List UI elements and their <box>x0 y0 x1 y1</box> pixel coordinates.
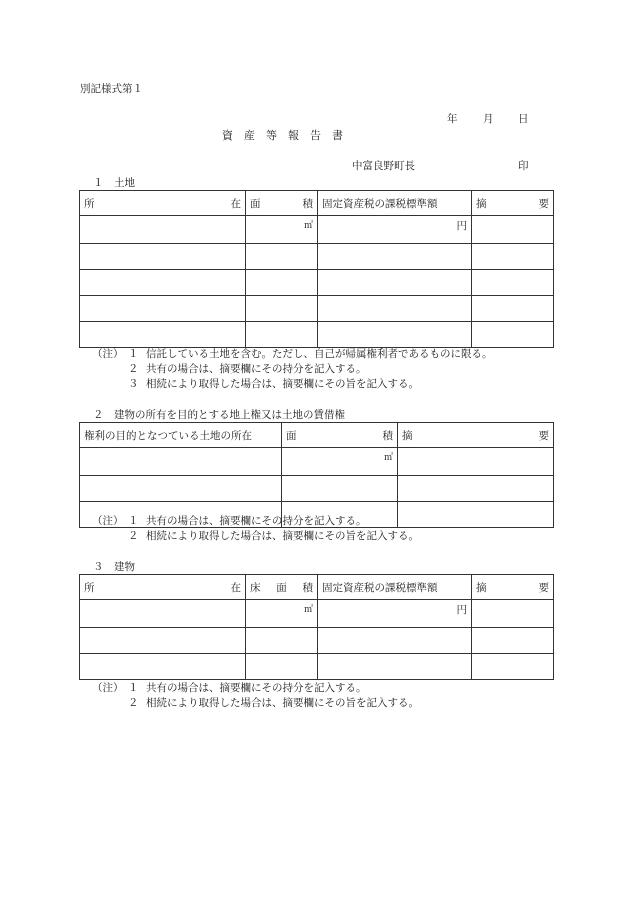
table-row <box>80 216 554 244</box>
header-floor-area: 床 面 積 <box>246 575 318 600</box>
cell-location[interactable] <box>80 628 246 654</box>
section-1-heading: １ 土地 <box>93 177 135 189</box>
cell-area[interactable] <box>282 448 398 476</box>
land-table <box>79 190 554 348</box>
header-land-location: 権利の目的となつている土地の所在 <box>80 423 282 448</box>
header-remarks: 摘 要 <box>472 191 554 216</box>
table-row <box>80 270 554 296</box>
cell-tax-base[interactable] <box>318 216 472 244</box>
cell-area[interactable] <box>246 216 318 244</box>
cell-remarks[interactable] <box>472 216 554 244</box>
cell-remarks[interactable] <box>472 600 554 628</box>
cell-tax-base[interactable] <box>318 654 472 680</box>
page-title: 資 産 等 報 告 書 <box>222 129 343 142</box>
header-location: 所 在 <box>80 575 246 600</box>
section-3-note-2: ２ 相続により取得した場合は、摘要欄にその旨を記入する。 <box>128 697 419 709</box>
cell-tax-base[interactable] <box>318 322 472 348</box>
header-tax-base: 固定資産税の課税標準額 <box>318 575 472 600</box>
cell-remarks[interactable] <box>472 296 554 322</box>
table-header-row <box>80 191 554 216</box>
date-year-label: 年 <box>447 113 458 125</box>
seal-mark: 印 <box>518 160 529 172</box>
cell-remarks[interactable] <box>472 654 554 680</box>
section-2-note-2: ２ 相続により取得した場合は、摘要欄にその旨を記入する。 <box>128 530 419 542</box>
cell-location[interactable] <box>80 216 246 244</box>
cell-location[interactable] <box>80 244 246 270</box>
cell-location[interactable] <box>80 600 246 628</box>
table-header-row <box>80 423 554 448</box>
date-day-label: 日 <box>518 113 529 125</box>
section-1-note-2: ２ 共有の場合は、摘要欄にその持分を記入する。 <box>128 363 367 375</box>
building-table <box>79 574 554 680</box>
header-location: 所 在 <box>80 191 246 216</box>
cell-remarks[interactable] <box>398 448 554 476</box>
cell-tax-base[interactable] <box>318 628 472 654</box>
cell-floor-area[interactable] <box>246 600 318 628</box>
cell-land-location[interactable] <box>80 476 282 502</box>
cell-area[interactable] <box>246 322 318 348</box>
leasehold-table <box>79 422 554 528</box>
cell-area[interactable] <box>246 296 318 322</box>
unit-sqm: ㎡ <box>303 221 313 231</box>
cell-land-location[interactable] <box>80 448 282 476</box>
section-2-note-1: （注） １ 共有の場合は、摘要欄にその持分を記入する。 <box>92 515 367 527</box>
section-2-heading: ２ 建物の所有を目的とする地上権又は土地の賃借権 <box>93 409 345 421</box>
table-row <box>80 448 554 476</box>
table-row <box>80 600 554 628</box>
cell-location[interactable] <box>80 322 246 348</box>
cell-floor-area[interactable] <box>246 628 318 654</box>
cell-remarks[interactable] <box>472 628 554 654</box>
unit-yen: 円 <box>456 604 467 616</box>
section-3-note-1: （注） １ 共有の場合は、摘要欄にその持分を記入する。 <box>92 682 367 694</box>
table-row <box>80 296 554 322</box>
cell-location[interactable] <box>80 270 246 296</box>
unit-sqm: ㎡ <box>303 605 313 615</box>
table-row <box>80 654 554 680</box>
cell-area[interactable] <box>246 270 318 296</box>
unit-sqm: ㎡ <box>383 453 393 463</box>
addressee: 中富良野町長 <box>352 160 415 172</box>
table-row <box>80 322 554 348</box>
header-tax-base: 固定資産税の課税標準額 <box>318 191 472 216</box>
section-1-note-3: ３ 相続により取得した場合は、摘要欄にその旨を記入する。 <box>128 378 419 390</box>
cell-area[interactable] <box>246 244 318 270</box>
cell-tax-base[interactable] <box>318 600 472 628</box>
table-header-row <box>80 575 554 600</box>
cell-remarks[interactable] <box>472 322 554 348</box>
cell-area[interactable] <box>282 476 398 502</box>
table-row <box>80 244 554 270</box>
date-month-label: 月 <box>483 113 494 125</box>
cell-remarks[interactable] <box>472 244 554 270</box>
section-3-heading: ３ 建物 <box>93 561 135 573</box>
header-area: 面 積 <box>246 191 318 216</box>
unit-yen: 円 <box>456 220 467 232</box>
cell-tax-base[interactable] <box>318 296 472 322</box>
header-remarks: 摘 要 <box>472 575 554 600</box>
cell-remarks[interactable] <box>398 476 554 502</box>
cell-floor-area[interactable] <box>246 654 318 680</box>
table-row <box>80 476 554 502</box>
cell-tax-base[interactable] <box>318 270 472 296</box>
section-1-note-1: （注） １ 信託している土地を含む。ただし、自己が帰属権利者であるものに限る。 <box>92 348 493 360</box>
table-row <box>80 628 554 654</box>
header-area: 面 積 <box>282 423 398 448</box>
cell-remarks[interactable] <box>472 270 554 296</box>
header-remarks: 摘 要 <box>398 423 554 448</box>
cell-location[interactable] <box>80 296 246 322</box>
form-label: 別記様式第１ <box>80 83 143 95</box>
cell-tax-base[interactable] <box>318 244 472 270</box>
cell-remarks[interactable] <box>398 502 554 528</box>
cell-location[interactable] <box>80 654 246 680</box>
